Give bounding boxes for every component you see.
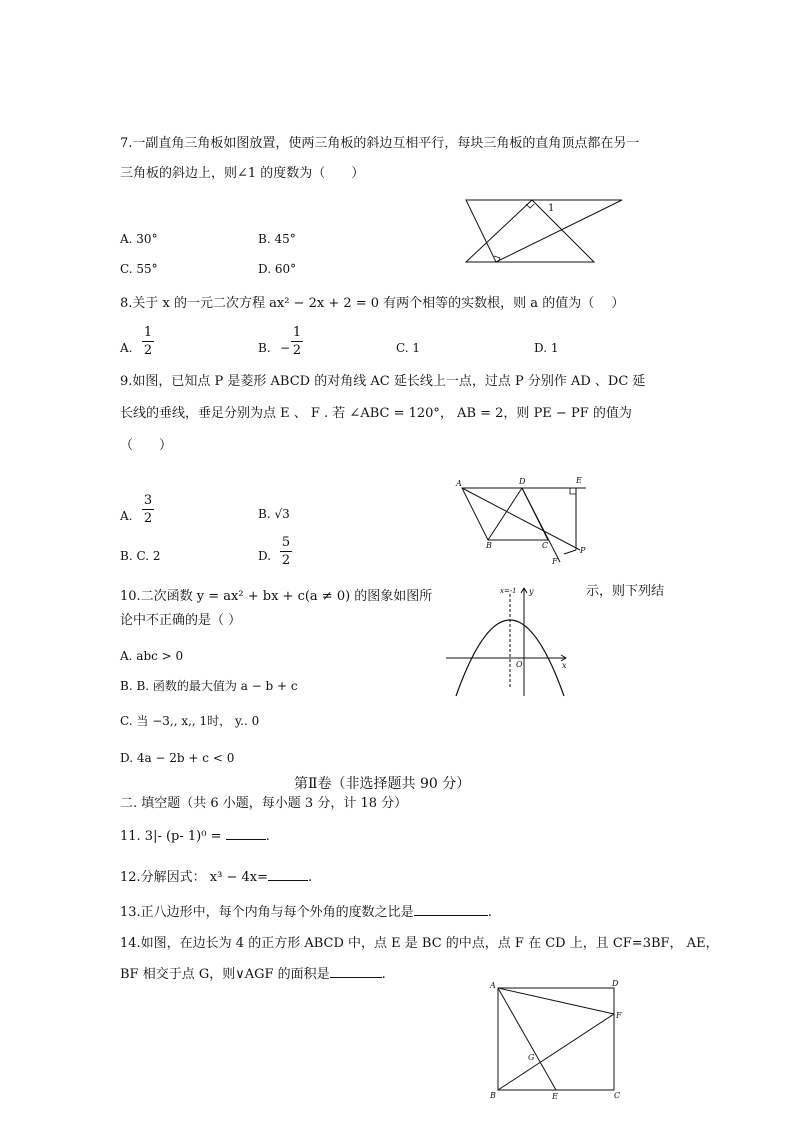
q9-label-d: D [519, 477, 526, 486]
section-2-part-heading: 二. 填空题（共 6 小题，每小题 3 分，计 18 分） [120, 796, 408, 811]
q9-right-angle-e [570, 488, 576, 494]
q7-line1: 7.一副直角三角板如图放置，使两三角板的斜边互相平行，每块三角板的直角顶点都在另一 [120, 136, 640, 151]
q9-a-numerator: 3 [143, 493, 153, 508]
q12-answer-blank[interactable] [268, 880, 308, 881]
q14-label-c: C [614, 1091, 621, 1100]
q9-option-a-fraction [142, 493, 154, 526]
q14-line-bf [498, 1014, 614, 1090]
q10-line2: 论中不正确的是（ ） [120, 613, 242, 628]
q8-option-a-fraction [142, 325, 154, 358]
q10-line1-tail: 示，则下列结 [586, 584, 665, 599]
q8-b-denominator: 2 [292, 343, 302, 358]
q9-line1: 9.如图，已知点 P 是菱形 ABCD 的对角线 AC 延长线上一点，过点 P 分别作 AD 、DC 延 [120, 374, 646, 389]
q13-end: . [487, 905, 492, 920]
q8-b-numerator: 1 [292, 325, 302, 340]
q14-answer-blank[interactable] [330, 977, 382, 978]
q7-option-c: C. 55° [120, 262, 158, 276]
section-2-title: 第Ⅱ卷（非选择题共 90 分） [294, 776, 471, 792]
q8-option-b-fraction [291, 325, 303, 358]
q11-answer-blank[interactable] [226, 839, 266, 840]
q9-label-p: P [580, 546, 586, 555]
q14-label-d: D [612, 979, 619, 988]
q8-option-d: D. 1 [534, 341, 559, 355]
q11 [120, 829, 270, 845]
q9-diagonal-ac [462, 488, 580, 550]
q7-option-b: B. 45° [258, 232, 296, 246]
q14-line2: BF 相交于点 G，则∨AGF 的面积是 [120, 967, 330, 982]
q9-line-dc-extension [522, 488, 560, 562]
q14-end: . [381, 967, 386, 982]
q14-label-e: E [552, 1092, 558, 1101]
q10-label-x: x [562, 661, 567, 670]
q14-line-ae [498, 988, 556, 1090]
q10-label-o: O [516, 660, 523, 669]
q9-d-numerator: 5 [281, 535, 291, 550]
q7-triangle-bottom [466, 200, 594, 262]
q9-d-denominator: 2 [281, 553, 291, 568]
q9-option-d-prefix: D. [258, 549, 272, 563]
q9-line2: 长线的垂线，垂足分别为点 E 、 F . 若 ∠ABC = 120°， AB = 2，则 PE − PF 的值为 [120, 406, 632, 421]
q14-line1: 14.如图，在边长为 4 的正方形 ABCD 中，点 E 是 BC 的中点，点 F 在 CD 上，且 CF=3BF， AE， [120, 936, 719, 951]
q14-line-af [498, 988, 614, 1014]
q9-option-d-fraction [280, 535, 292, 568]
q8-text: 8.关于 x 的一元二次方程 ax² − 2x + 2 = 0 有两个相等的实数根，则 a 的值为（ ） [120, 296, 625, 311]
q8-option-a-prefix: A. [120, 341, 133, 355]
q13-answer-blank[interactable] [414, 915, 488, 916]
q9-line3: （ ） [120, 438, 173, 453]
q9-option-a-prefix: A. [120, 509, 133, 523]
q11-end: . [265, 829, 270, 844]
q9-a-denominator: 2 [143, 511, 153, 526]
q14-label-g: G [528, 1053, 535, 1062]
q8-option-b-sign: − [280, 341, 291, 355]
q14-square [498, 988, 614, 1090]
q7-option-a: A. 30° [120, 232, 158, 246]
q10-option-d: D. 4a − 2b + c < 0 [120, 751, 235, 765]
q9-label-a: A [456, 479, 462, 488]
q7-figure [462, 196, 627, 266]
q14-label-a: A [490, 981, 496, 990]
q8-option-c: C. 1 [396, 341, 421, 355]
q10-figure [446, 584, 576, 698]
q8-a-denominator: 2 [143, 343, 153, 358]
q12 [120, 870, 312, 886]
q9-option-b: B. √3 [258, 507, 290, 521]
q10-label-y: y [529, 587, 534, 596]
q10-line1: 10.二次函数 y = ax² + bx + c(a ≠ 0) 的图象如图所 [120, 589, 433, 604]
q13 [120, 905, 492, 921]
q14-figure [484, 976, 634, 1100]
q7-angle-label: 1 [548, 203, 555, 214]
q14-label-f: F [616, 1011, 622, 1020]
q9-diagonal-bd [488, 488, 522, 540]
q10-option-c: C. 当 −3,, x,, 1时， y.. 0 [120, 714, 260, 728]
q9-label-b: B [486, 541, 492, 550]
q12-end: . [308, 870, 313, 885]
q12-text: 12.分解因式： x³ − 4x= [120, 870, 269, 885]
q8-a-numerator: 1 [143, 325, 153, 340]
q7-option-d: D. 60° [258, 262, 297, 276]
q7-triangle-top [466, 200, 622, 262]
q9-line-pf [564, 550, 576, 554]
q13-text: 13.正八边形中，每个内角与每个外角的度数之比是 [120, 905, 414, 920]
q8-option-b-prefix: B. [258, 341, 271, 355]
q7-line2: 三角板的斜边上，则∠1 的度数为（ ） [120, 166, 365, 181]
q14-label-b: B [490, 1091, 496, 1100]
q9-label-f: F [552, 557, 558, 566]
q10-option-a: A. abc > 0 [120, 649, 184, 663]
q10-label-xeq: x=-1 [500, 587, 517, 595]
q9-label-c: C [542, 541, 549, 550]
q9-label-e: E [576, 476, 582, 485]
q10-option-b: B. B. 函数的最大值为 a − b + c [120, 679, 298, 693]
q9-figure [452, 474, 602, 572]
q9-option-c: B. C. 2 [120, 549, 161, 563]
q14-line2-wrap [120, 967, 386, 983]
q11-text: 11. 3|- (p- 1)⁰ = [120, 829, 222, 844]
